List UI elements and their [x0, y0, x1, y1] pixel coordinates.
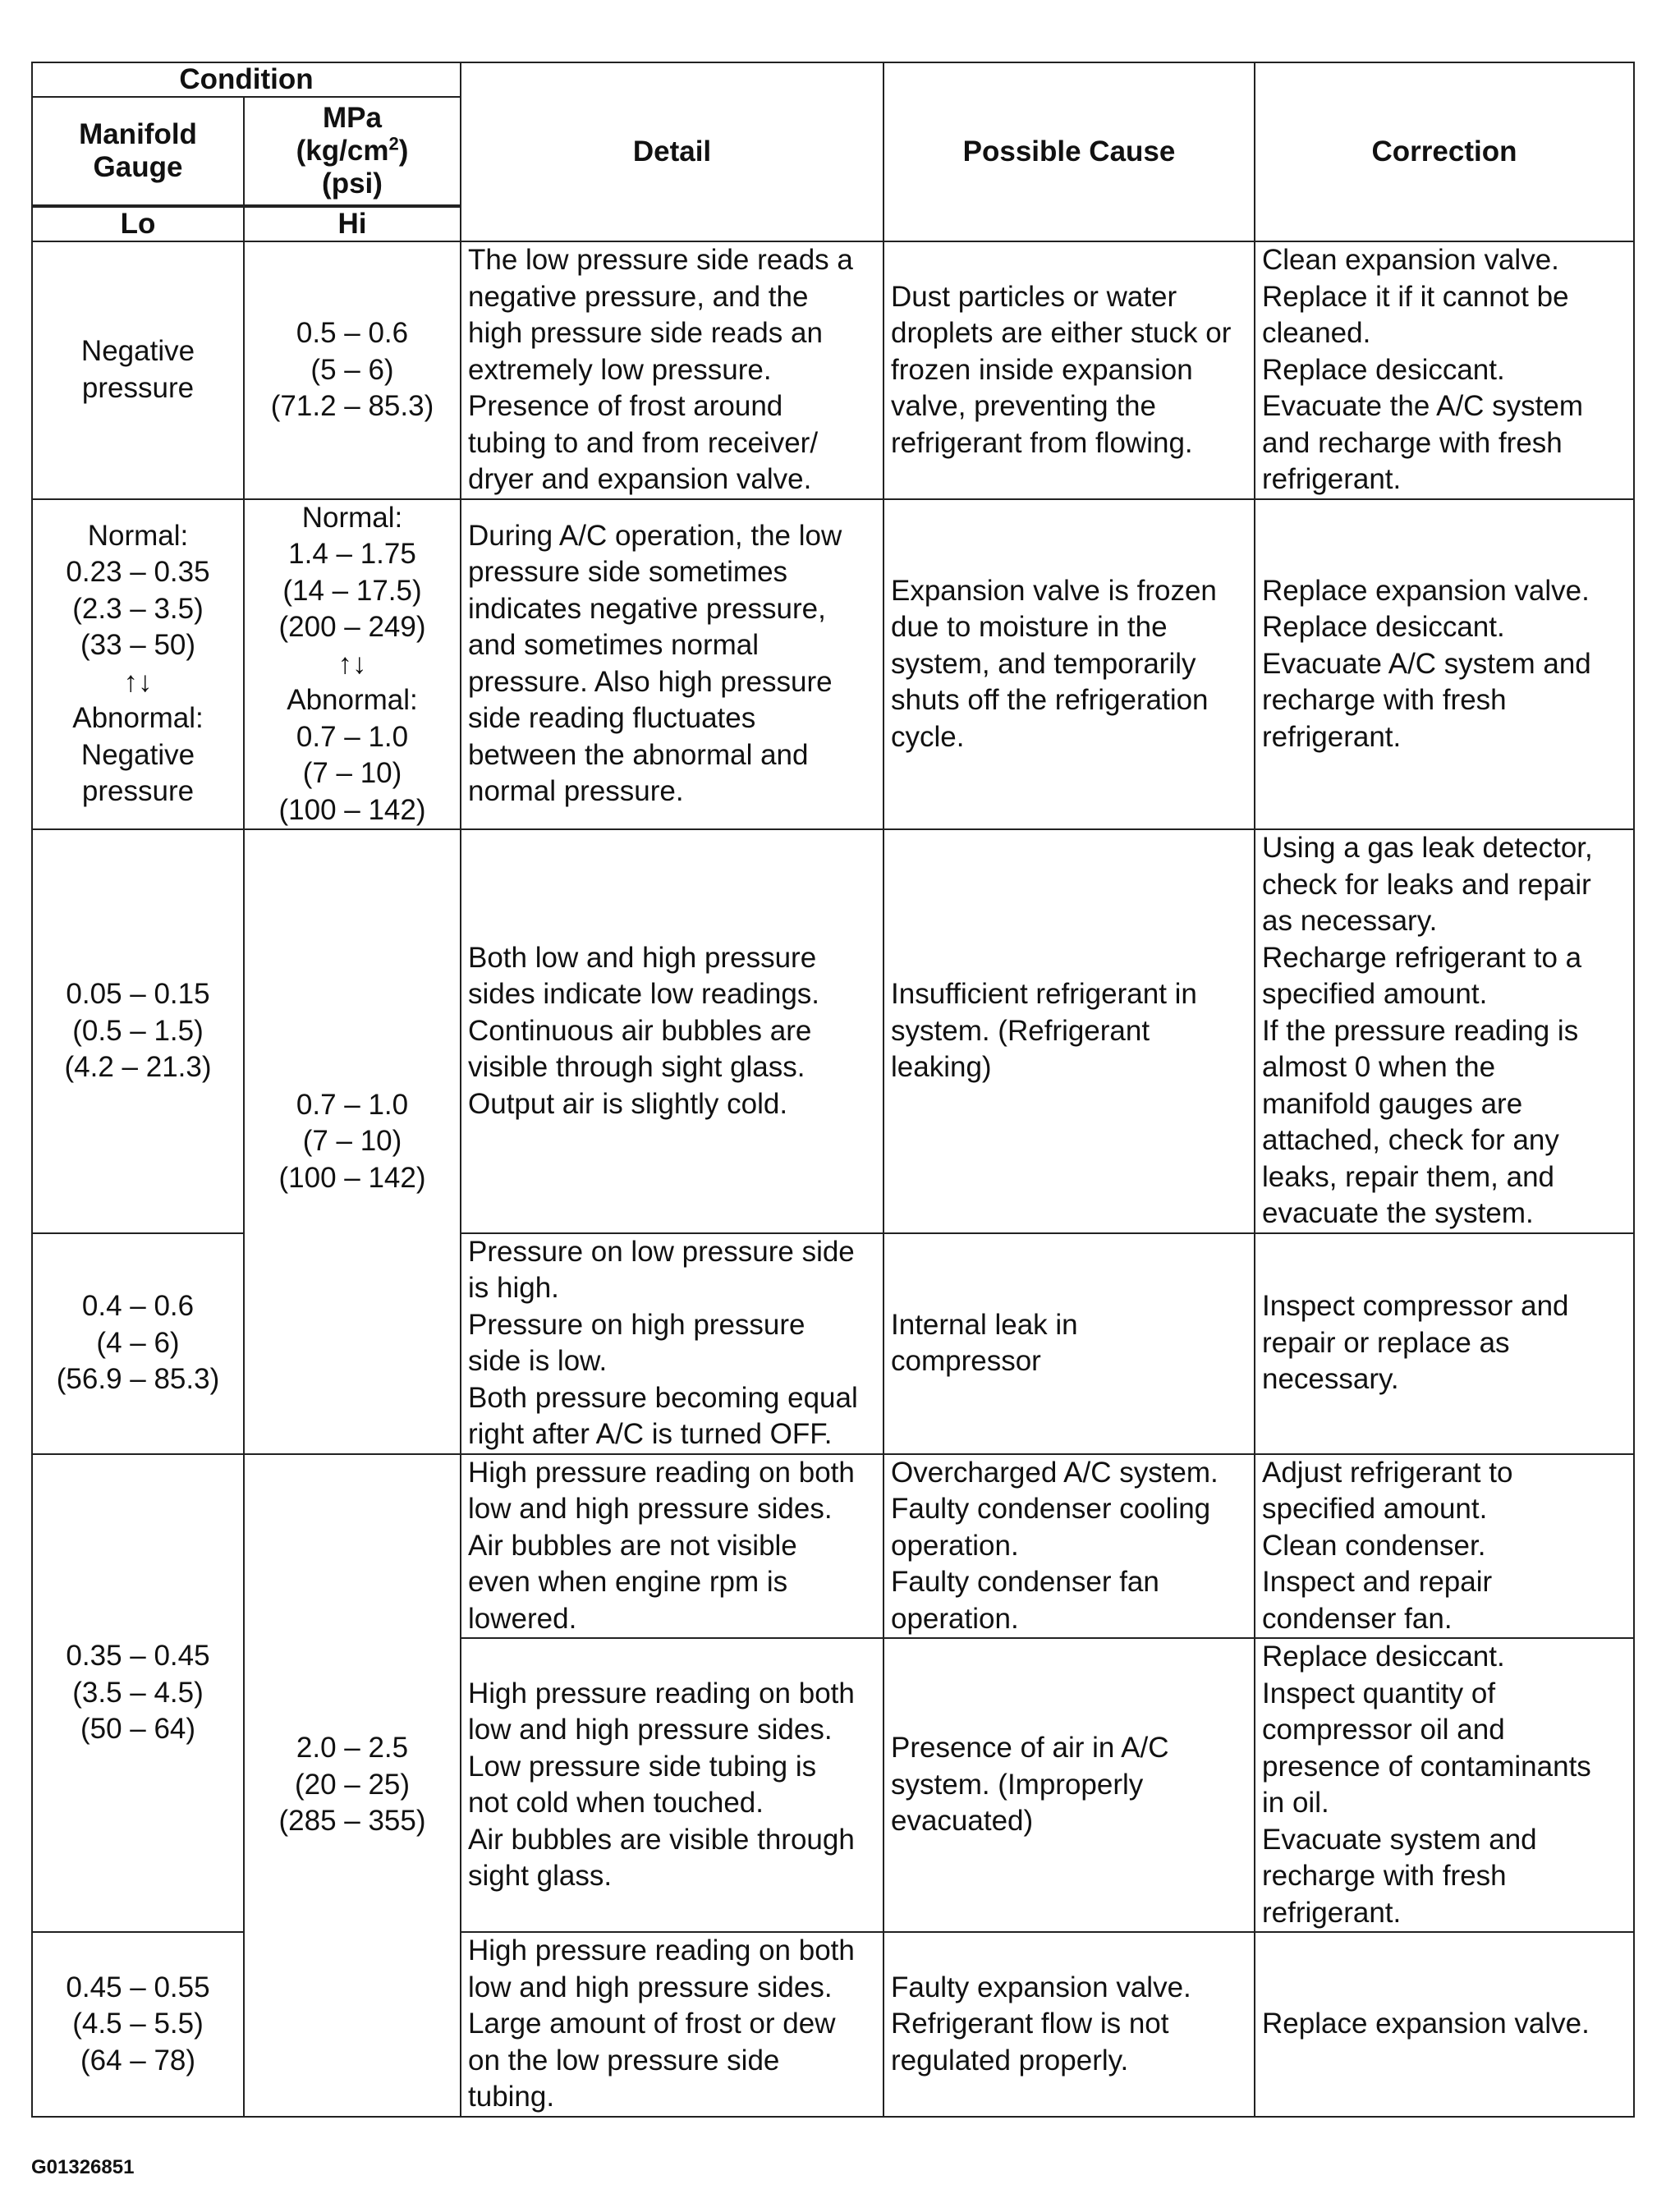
detail-cell: Both low and high pressure sides indicate low readings. Continuous air bubbles are visible through sight glass. Output air is slightly cold.	[461, 829, 883, 1233]
lo-cell: Negative pressure	[32, 241, 244, 499]
header-detail: Detail	[461, 62, 883, 241]
correction-cell: Clean expansion valve. Replace it if it cannot be cleaned. Replace desiccant. Evacuate the A/C system and recharge with fresh refrigerant.	[1255, 241, 1634, 499]
header-hi: Hi	[244, 207, 461, 241]
hi-cell: 0.5 – 0.6 (5 – 6) (71.2 – 85.3)	[244, 241, 461, 499]
detail-cell: During A/C operation, the low pressure side sometimes indicates negative pressure, and sometimes normal pressure. Also high pressure side reading fluctuates between the abnormal and normal pressure.	[461, 499, 883, 830]
lo-cell: 0.35 – 0.45 (3.5 – 4.5) (50 – 64)	[32, 1454, 244, 1933]
header-correction: Correction	[1255, 62, 1634, 241]
detail-cell: The low pressure side reads a negative pressure, and the high pressure side reads an extremely low pressure. Presence of frost around tubing to and from receiver/ dryer and expansion valve.	[461, 241, 883, 499]
lo-cell: Normal: 0.23 – 0.35 (2.3 – 3.5) (33 – 50) ↑↓ Abnormal: Negative pressure	[32, 499, 244, 830]
correction-cell: Replace expansion valve.	[1255, 1932, 1634, 2117]
table-row	[32, 499, 1634, 830]
cause-cell: Presence of air in A/C system. (Improperly evacuated)	[883, 1638, 1255, 1932]
detail-cell: High pressure reading on both low and high pressure sides. Large amount of frost or dew on the low pressure side tubing.	[461, 1932, 883, 2117]
correction-cell: Replace expansion valve. Replace desiccant. Evacuate A/C system and recharge with fresh refrigerant.	[1255, 499, 1634, 830]
detail-cell: Pressure on low pressure side is high. Pressure on high pressure side is low. Both pressure becoming equal right after A/C is turned OFF.	[461, 1233, 883, 1454]
header-manifold-gauge: Manifold Gauge	[32, 97, 244, 205]
header-lo: Lo	[32, 207, 244, 241]
lo-cell: 0.05 – 0.15 (0.5 – 1.5) (4.2 – 21.3)	[32, 829, 244, 1233]
cause-cell: Internal leak in compressor	[883, 1233, 1255, 1454]
cause-cell: Faulty expansion valve. Refrigerant flow is not regulated properly.	[883, 1932, 1255, 2117]
cause-cell: Overcharged A/C system. Faulty condenser cooling operation. Faulty condenser fan operation.	[883, 1454, 1255, 1639]
cause-cell: Dust particles or water droplets are either stuck or frozen inside expansion valve, preventing the refrigerant from flowing.	[883, 241, 1255, 499]
detail-cell: High pressure reading on both low and high pressure sides. Low pressure side tubing is not cold when touched. Air bubbles are visible through sight glass.	[461, 1638, 883, 1932]
cause-cell: Insufficient refrigerant in system. (Refrigerant leaking)	[883, 829, 1255, 1233]
correction-cell: Adjust refrigerant to specified amount. Clean condenser. Inspect and repair condenser fan.	[1255, 1454, 1634, 1639]
detail-cell: High pressure reading on both low and high pressure sides. Air bubbles are not visible even when engine rpm is lowered.	[461, 1454, 883, 1639]
correction-cell: Using a gas leak detector, check for leaks and repair as necessary. Recharge refrigerant to a specified amount. If the pressure reading is almost 0 when the manifold gauges are attached, check for any leaks, repair them, and evacuate the system.	[1255, 829, 1634, 1233]
header-units: MPa $(kg/cm^2)$ (psi)	[244, 97, 461, 205]
diagnosis-table	[31, 62, 1635, 2118]
correction-cell: Replace desiccant. Inspect quantity of compressor oil and presence of contaminants in oil. Evacuate system and recharge with fresh refrigerant.	[1255, 1638, 1634, 1932]
hi-cell: 0.7 – 1.0 (7 – 10) (100 – 142)	[244, 829, 461, 1454]
lo-cell: 0.45 – 0.55 (4.5 – 5.5) (64 – 78)	[32, 1932, 244, 2117]
header-condition: Condition	[32, 62, 461, 97]
hi-cell: Normal: 1.4 – 1.75 (14 – 17.5) (200 – 249) ↑↓ Abnormal: 0.7 – 1.0 (7 – 10) (100 – 142)	[244, 499, 461, 830]
header-possible-cause: Possible Cause	[883, 62, 1255, 241]
table-row	[32, 1454, 1634, 1639]
correction-cell: Inspect compressor and repair or replace as necessary.	[1255, 1233, 1634, 1454]
lo-cell: 0.4 – 0.6 (4 – 6) (56.9 – 85.3)	[32, 1233, 244, 1454]
cause-cell: Expansion valve is frozen due to moisture in the system, and temporarily shuts off the refrigeration cycle.	[883, 499, 1255, 830]
hi-cell: 2.0 – 2.5 (20 – 25) (285 – 355)	[244, 1454, 461, 2117]
figure-id: G01326851	[31, 2156, 135, 2178]
table-row	[32, 829, 1634, 1233]
table-row	[32, 241, 1634, 499]
